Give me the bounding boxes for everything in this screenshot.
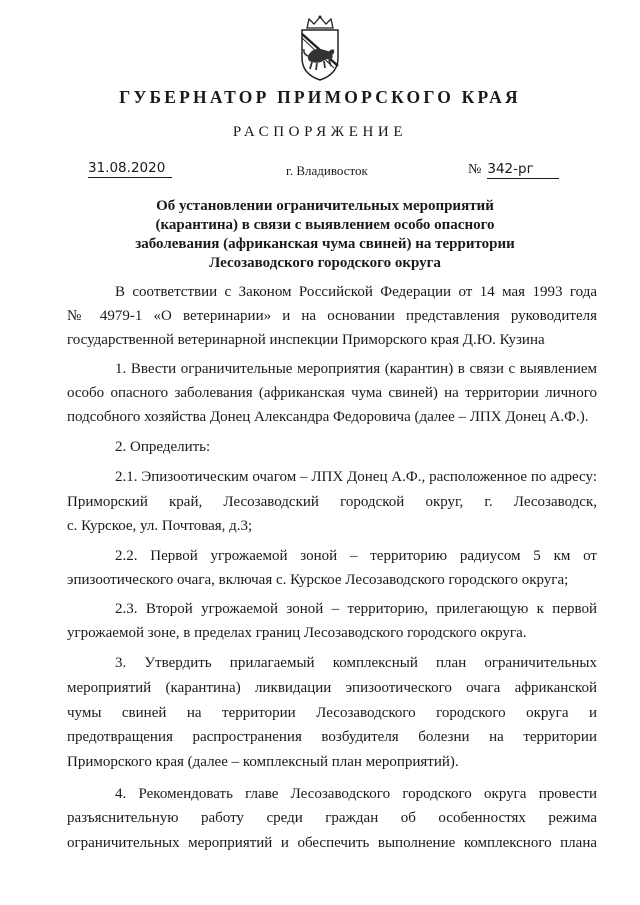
paragraph-line: В соответствии с Законом Российской Федерации от 14 мая 1993 года <box>115 284 597 300</box>
document-type: РАСПОРЯЖЕНИЕ <box>232 124 408 140</box>
paragraph-line: разъяснительную работу среди граждан об особенностях режима <box>67 810 597 826</box>
paragraph-line: 2. Определить: <box>115 439 211 455</box>
paragraph-line: угрожаемой зоне, в пределах границ Лесозаводского городского округа. <box>67 625 527 641</box>
document-number <box>468 160 574 179</box>
coat-of-arms-icon <box>290 14 350 82</box>
subject-line: Об установлении ограничительных мероприятий <box>156 198 494 214</box>
paragraph-line: с. Курское, ул. Почтовая, д.3; <box>67 518 253 534</box>
paragraph-line: чумы свиней на территории Лесозаводского городского округа и <box>67 705 597 721</box>
subject-line: заболевания (африканская чума свиней) на территории <box>135 236 515 252</box>
paragraph-line: 4. Рекомендовать главе Лесозаводского городского округа провести <box>115 786 597 802</box>
paragraph-line: 3. Утвердить прилагаемый комплексный план ограничительных <box>115 655 597 671</box>
paragraph-line: подсобного хозяйства Донец Александра Федоровича (далее – ЛПХ Донец А.Ф.). <box>67 409 589 425</box>
paragraph-line: ограничительных мероприятий и обеспечить выполнение комплексного плана <box>67 835 597 851</box>
subject-line: Лесозаводского городского округа <box>209 255 441 271</box>
document-subject <box>130 197 520 273</box>
paragraph-line: государственной ветеринарной инспекции Приморского края Д.Ю. Кузина <box>67 332 545 348</box>
paragraph-line: Приморский край, Лесозаводский городской округ, г. Лесозаводск, <box>67 494 597 510</box>
paragraph-line: 2.3. Второй угрожаемой зоной – территорию, прилегающую к первой <box>115 601 597 617</box>
authority-title: ГУБЕРНАТОР ПРИМОРСКОГО КРАЯ <box>119 87 521 107</box>
paragraph-line: 2.1. Эпизоотическим очагом – ЛПХ Донец А.Ф., расположенное по адресу: <box>115 469 597 485</box>
paragraph-line: 1. Ввести ограничительные мероприятия (карантин) в связи с выявлением <box>115 361 597 377</box>
document-date: 31.08.2020 <box>88 160 172 178</box>
paragraph-line: эпизоотического очага, включая с. Курское Лесозаводского городского округа; <box>67 572 569 588</box>
paragraph-line: мероприятий (карантина) ликвидации эпизоотического очага африканской <box>67 680 597 696</box>
paragraph-line: особо опасного заболевания (африканская чума свиней) на территории личного <box>67 385 597 401</box>
number-value: 342-рг <box>487 161 559 179</box>
document-city: г. Владивосток <box>286 163 368 178</box>
number-sign: № <box>468 162 482 177</box>
paragraph-line: 2.2. Первой угрожаемой зоной – территорию радиусом 5 км от <box>115 548 597 564</box>
subject-line: (карантина) в связи с выявлением особо опасного <box>155 217 495 233</box>
paragraph-line: предотвращения распространения возбудителя болезни на территории <box>67 729 597 745</box>
paragraph-line: № 4979-1 «О ветеринарии» и на основании представления руководителя <box>67 308 597 324</box>
paragraph-line: Приморского края (далее – комплексный план мероприятий). <box>67 754 459 770</box>
